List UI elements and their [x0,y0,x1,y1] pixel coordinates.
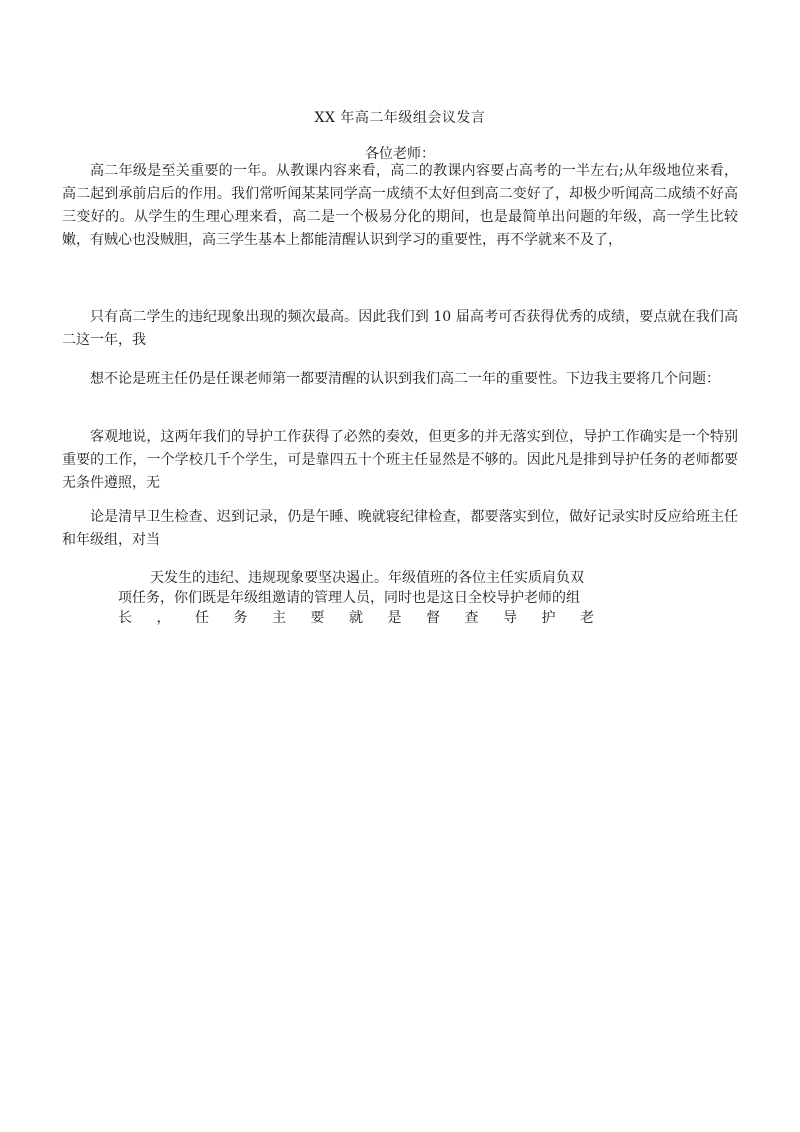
block-line-2: 项任务，你们既是年级组邀请的管理人员，同时也是这日全校导护老师的组 [118,590,580,606]
block-line-1: 天发生的违纪、违规现象要坚决遏止。年级值班的各位主任实质肩负双 [150,570,584,586]
spaced-char: 主 [272,610,286,626]
spaced-char: 务 [233,610,248,626]
spaced-char: 要 [310,610,325,626]
indented-block [118,568,638,628]
spaced-char: ， [156,610,171,626]
paragraph-5: 论是清早卫生检查、迟到记录，仍是午睡、晚就寝纪律检查，都要落实到位，做好记录实时反应给班主任和年级组，对当 [62,509,738,548]
spaced-char: 老 [580,610,594,626]
document-title: XX 年高二年级组会议发言 [314,110,486,126]
spaced-char: 护 [541,610,556,626]
spaced-char: 督 [426,610,440,626]
spaced-char: 是 [387,610,402,626]
spaced-char: 任 [195,610,209,626]
paragraph-3: 想不论是班主任仍是任课老师第一都要清醒的认识到我们高二一年的重要性。下边我主要将几个问题： [90,371,720,387]
spaced-char: 长 [118,610,132,626]
spaced-char: 导 [503,610,517,626]
paragraph-2: 只有高二学生的违纪现象出现的频次最高。因此我们到 10 届高考可否获得优秀的成绩，要点就在我们高二这一年，我 [62,309,738,348]
salutation: 各位老师： [365,146,435,162]
paragraph-4: 客观地说，这两年我们的导护工作获得了必然的奏效，但更多的并无落实到位，导护工作确实是一个特别重要的工作，一个学校几千个学生，可是靠四五十个班主任显然是不够的。因此凡是排到导护任务的老师都要无条件遵照，无 [62,429,738,491]
spaced-char: 查 [464,610,479,626]
spaced-char: 就 [349,610,363,626]
paragraph-1: 高二年级是至关重要的一年。从教课内容来看，高二的教课内容要占高考的一半左右;从年级地位来看，高二起到承前启后的作用。我们常听闻某某同学高一成绩不太好但到高二变好了，却极少听闻高二成绩不好高三变好的。从学生的生理心理来看，高二是一个极易分化的期间，也是最简单出问题的年级，高一学生比较嫩，有贼心也没贼胆，高三学生基本上都能清醒认识到学习的重要性，再不学就来不及了， [62,163,738,248]
spaced-line [118,608,594,628]
